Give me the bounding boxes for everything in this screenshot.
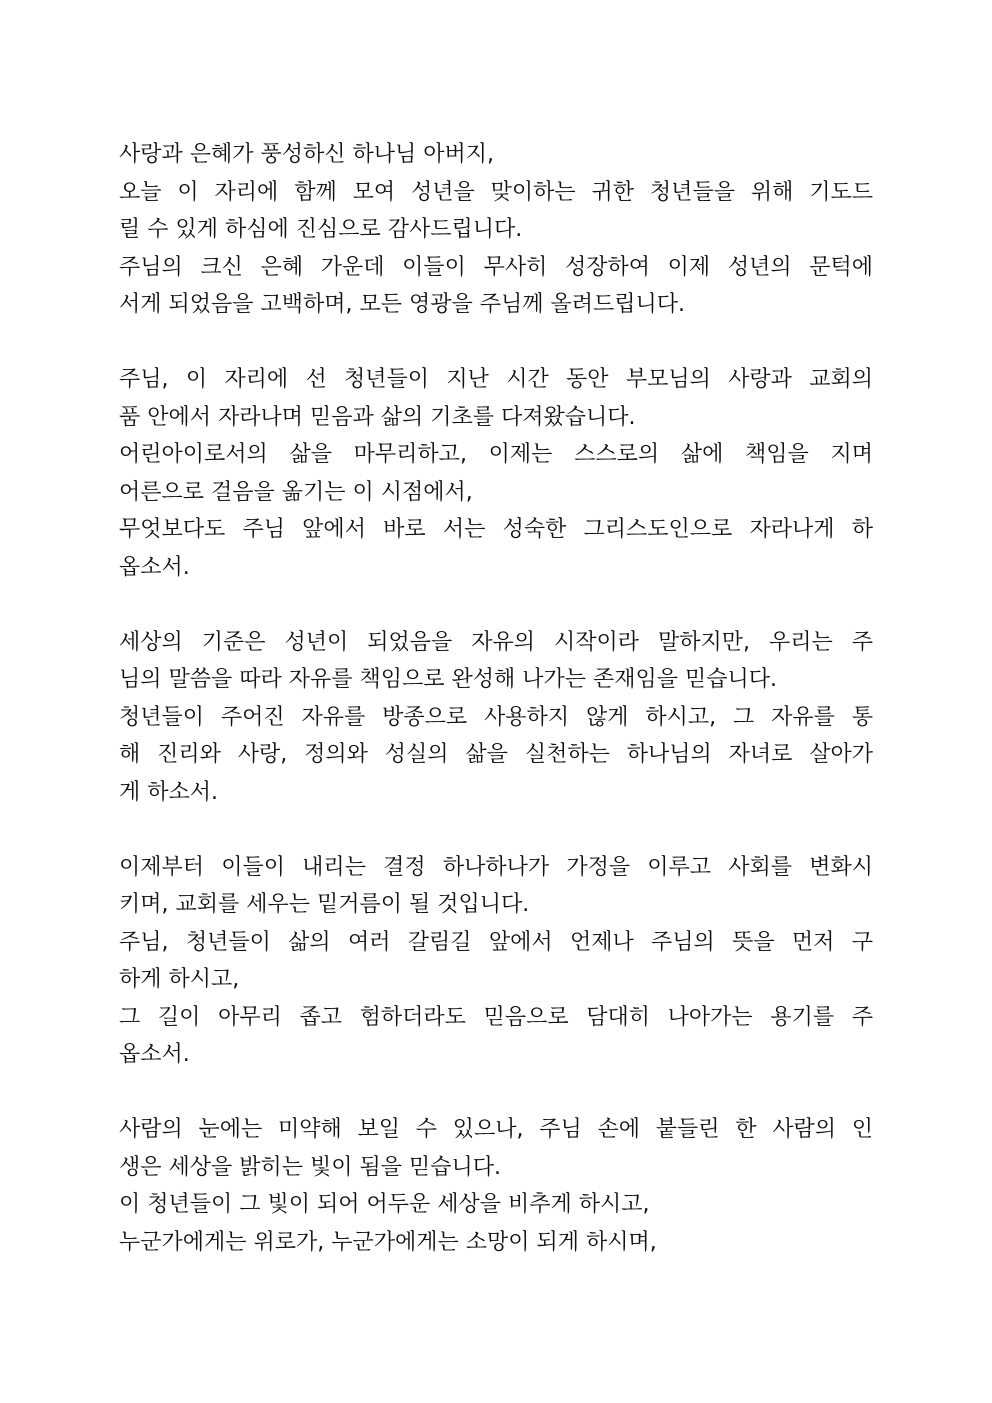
blank-line [119, 324, 873, 362]
text-line: 릴 수 있게 하심에 진심으로 감사드립니다. [119, 217, 523, 242]
text-line: 품 안에서 자라나며 믿음과 삶의 기초를 다져왔습니다. [119, 404, 636, 430]
text-line: 오늘 이 자리에 함께 모여 성년을 맞이하는 귀한 청년들을 위해 기도드 [119, 179, 873, 205]
text-line: 옵소서. [119, 1042, 190, 1067]
text-line: 누군가에게는 위로가, 누군가에게는 소망이 되게 하시며, [119, 1229, 657, 1255]
text-line: 님의 말씀을 따라 자유를 책임으로 완성해 나가는 존재임을 믿습니다. [119, 667, 777, 692]
blank-line [119, 1074, 873, 1112]
text-line: 옵소서. [119, 554, 190, 580]
blank-line [119, 586, 873, 624]
text-line: 주님, 이 자리에 선 청년들이 지난 시간 동안 부모님의 사랑과 교회의 [119, 367, 873, 392]
text-line: 이 청년들이 그 빛이 되어 어두운 세상을 비추게 하시고, [119, 1192, 650, 1217]
text-line: 어른으로 걸음을 옮기는 이 시점에서, [119, 479, 473, 505]
text-line: 주님, 청년들이 삶의 여러 갈림길 앞에서 언제나 주님의 뜻을 먼저 구 [119, 929, 873, 955]
text-line: 청년들이 주어진 자유를 방종으로 사용하지 않게 하시고, 그 자유를 통 [119, 704, 873, 730]
text-line: 서게 되었음을 고백하며, 모든 영광을 주님께 올려드립니다. [119, 292, 685, 317]
blank-line [119, 811, 873, 849]
text-line: 세상의 기준은 성년이 되었음을 자유의 시작이라 말하지만, 우리는 주 [119, 629, 873, 655]
text-line: 무엇보다도 주님 앞에서 바로 서는 성숙한 그리스도인으로 자라나게 하 [119, 517, 873, 542]
text-line: 어린아이로서의 삶을 마무리하고, 이제는 스스로의 삶에 책임을 지며 [119, 442, 873, 467]
text-line: 해 진리와 사랑, 정의와 성실의 삶을 실천하는 하나님의 자녀로 살아가 [119, 742, 873, 767]
text-line: 주님의 크신 은혜 가운데 이들이 무사히 성장하여 이제 성년의 문턱에 [119, 254, 873, 280]
text-line: 사랑과 은혜가 풍성하신 하나님 아버지, [119, 142, 494, 167]
text-line: 이제부터 이들이 내리는 결정 하나하나가 가정을 이루고 사회를 변화시 [119, 854, 873, 880]
text-line: 생은 세상을 밝히는 빛이 됨을 믿습니다. [119, 1154, 501, 1180]
text-line: 게 하소서. [119, 779, 218, 805]
prayer-text [119, 136, 873, 1261]
text-line: 사람의 눈에는 미약해 보일 수 있으나, 주님 손에 붙들린 한 사람의 인 [119, 1117, 873, 1142]
text-line: 그 길이 아무리 좁고 험하더라도 믿음으로 담대히 나아가는 용기를 주 [119, 1004, 873, 1030]
text-line: 키며, 교회를 세우는 밑거름이 될 것입니다. [119, 892, 530, 917]
text-line: 하게 하시고, [119, 967, 240, 992]
